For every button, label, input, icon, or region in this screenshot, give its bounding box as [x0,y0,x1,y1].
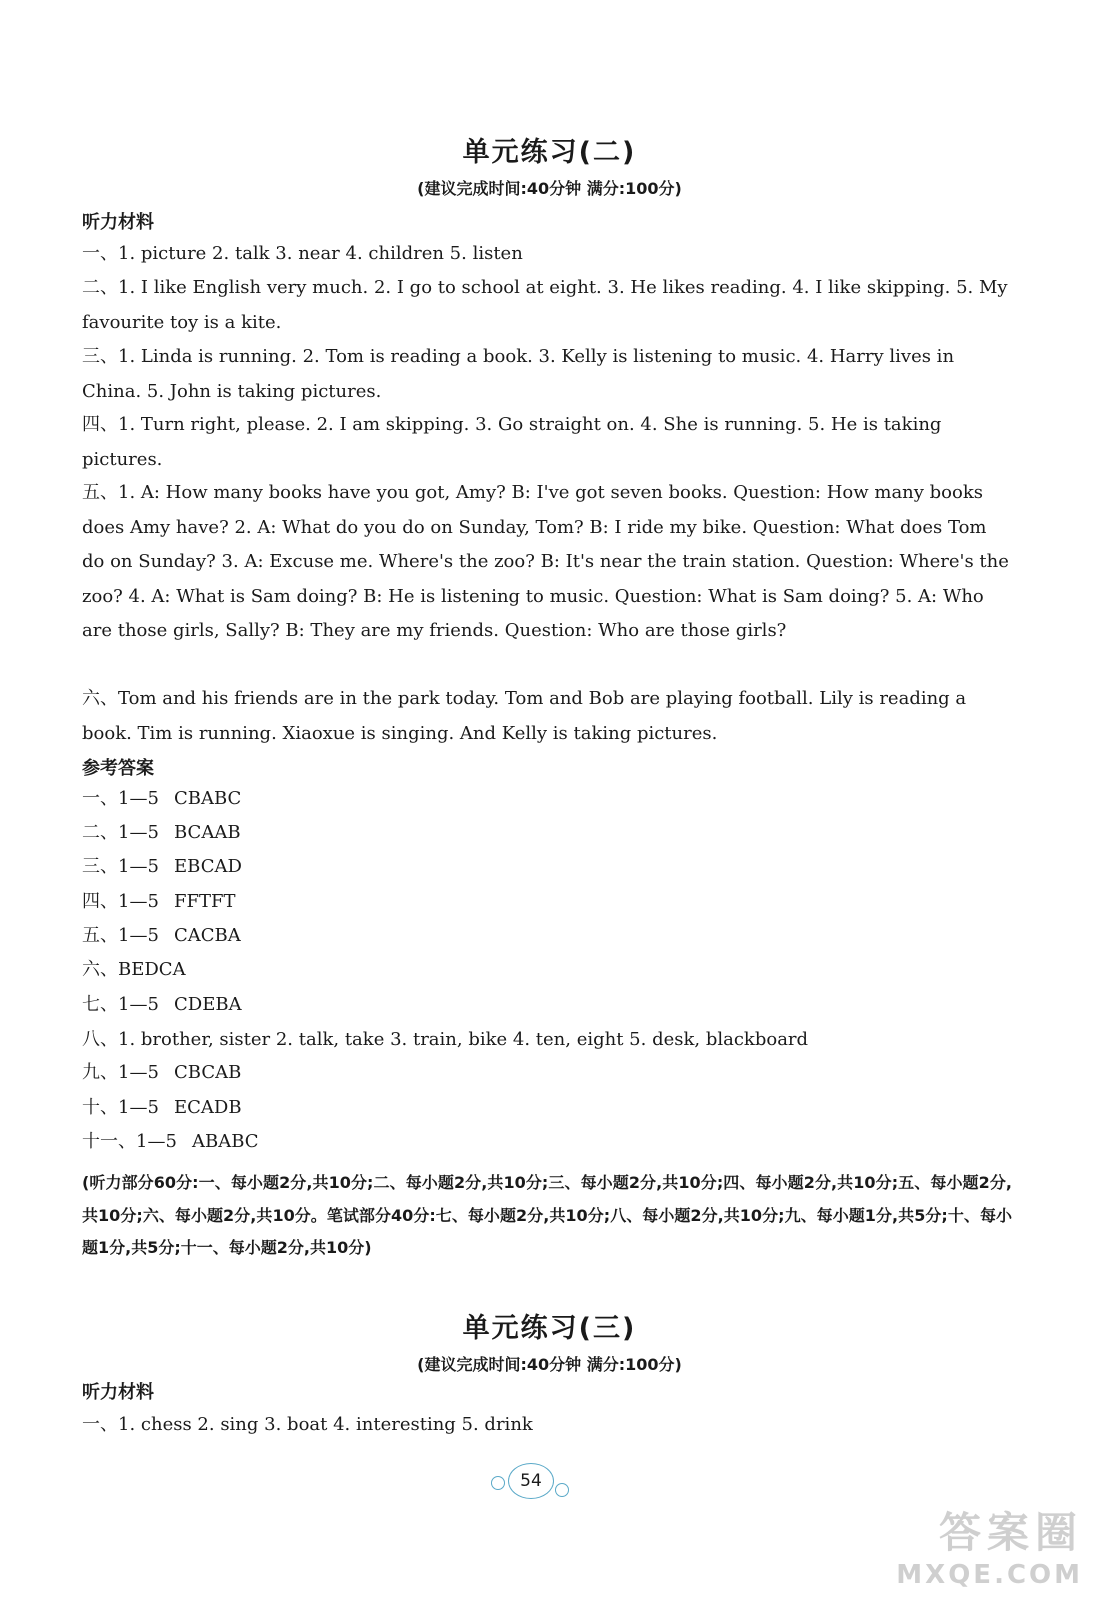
listening-item-1 [82,237,1012,272]
listening-item-5 [82,476,1012,649]
watermark-line2: MXQE.COM [896,1560,1083,1590]
answer-row-10 [82,1091,242,1125]
unit3-subtitle: (建议完成时间:40分钟 满分:100分) [417,1355,682,1374]
answer-row-9 [82,1056,241,1090]
answer-row-7 [82,988,242,1022]
item-number: 五、 [82,482,118,503]
answer-text: 1. brother, sister 2. talk, take 3. train, bike 4. ten, eight 5. desk, blackboard [118,1029,809,1050]
item-text: 1. A: How many books have you got, Amy? B: I've got seven books. Question: How many books does Amy have? 2. A: What do you do on Sunday, Tom? B: I ride my bike. Question: What does Tom do on Sunday? 3. A: Excuse me. Where's the zoo? B: It's near the train station. Question: Where's the zoo? 4. A: What is Sam doing? B: He is listening to music. Question: What is Sam doing? 5. A: Who are those girls, Sally? B: They are my friends. Question: Who are those girls? [82,482,1009,641]
item-text: 1. chess 2. sing 3. boat 4. interesting 5. drink [118,1414,533,1435]
listening-item-3 [82,340,1012,409]
page-number: 54 [508,1463,554,1499]
answer-text: CDEBA [174,994,242,1015]
answer-text: FFTFT [174,891,236,912]
page-number-decoration-left [491,1476,505,1490]
watermark-logo [896,1500,1083,1590]
answer-row-5 [82,919,241,953]
unit3-listening-item-1 [82,1408,1012,1443]
answer-text: CACBA [174,925,241,946]
answer-text: CBCAB [174,1062,242,1083]
item-text: 1. picture 2. talk 3. near 4. children 5. listen [118,243,523,264]
answer-number: 二、1—5 [82,822,159,843]
answer-row-4 [82,885,235,919]
answer-text: EBCAD [174,856,242,877]
listening-item-4 [82,408,1012,477]
answer-text: ECADB [174,1097,242,1118]
item-text: 1. I like English very much. 2. I go to school at eight. 3. He likes reading. 4. I like skipping. 5. My favourite toy is a kite. [82,277,1008,333]
page-number-decoration-right [555,1483,569,1497]
answer-number: 七、1—5 [82,994,159,1015]
item-number: 一、 [82,1414,118,1435]
answer-text: ABABC [192,1131,259,1152]
answer-row-2 [82,816,241,850]
answer-row-8 [82,1023,808,1057]
answer-number: 九、1—5 [82,1062,159,1083]
scoring-note: (听力部分60分:一、每小题2分,共10分;二、每小题2分,共10分;三、每小题2分,共10分;四、每小题2分,共10分;五、每小题2分,共10分;六、每小题2分,共10分。笔试部分40分:七、每小题2分,共10分;八、每小题2分,共10分;九、每小题1分,共5分;十、每小题1分,共5分;十一、每小题2分,共10分) [82,1173,1012,1257]
item-text: 1. Linda is running. 2. Tom is reading a book. 3. Kelly is listening to music. 4. Harry lives in China. 5. John is taking pictures. [82,346,955,402]
unit2-subtitle: (建议完成时间:40分钟 满分:100分) [417,179,682,198]
item-number: 六、 [82,688,118,709]
item-number: 三、 [82,346,118,367]
unit2-title: 单元练习(二) [462,137,637,168]
answer-number: 四、1—5 [82,891,159,912]
listening-item-2 [82,271,1012,340]
answer-row-1 [82,782,241,816]
answer-row-3 [82,850,242,884]
answer-number: 一、1—5 [82,788,159,809]
unit3-title: 单元练习(三) [462,1313,637,1344]
unit2-listening-heading: 听力材料 [82,212,154,233]
answer-number: 三、1—5 [82,856,159,877]
watermark-line1: 答案圈 [938,1508,1083,1557]
item-text: Tom and his friends are in the park today. Tom and Bob are playing football. Lily is reading a book. Tim is running. Xiaoxue is singing. And Kelly is taking pictures. [82,688,967,744]
listening-item-6 [82,682,1012,751]
item-text: 1. Turn right, please. 2. I am skipping. 3. Go straight on. 4. She is running. 5. He is taking pictures. [82,414,942,470]
unit3-listening-heading: 听力材料 [82,1382,154,1403]
answer-number: 六、BEDCA [82,959,186,980]
answer-text: BCAAB [174,822,241,843]
unit2-answers-heading: 参考答案 [82,758,154,779]
answer-row-11 [82,1125,259,1159]
answer-number: 十一、1—5 [82,1131,177,1152]
item-number: 一、 [82,243,118,264]
answer-number: 五、1—5 [82,925,159,946]
answer-text: CBABC [174,788,242,809]
answer-number: 八、 [82,1029,118,1050]
answer-number: 十、1—5 [82,1097,159,1118]
item-number: 二、 [82,277,118,298]
answer-row-6 [82,953,186,987]
item-number: 四、 [82,414,118,435]
